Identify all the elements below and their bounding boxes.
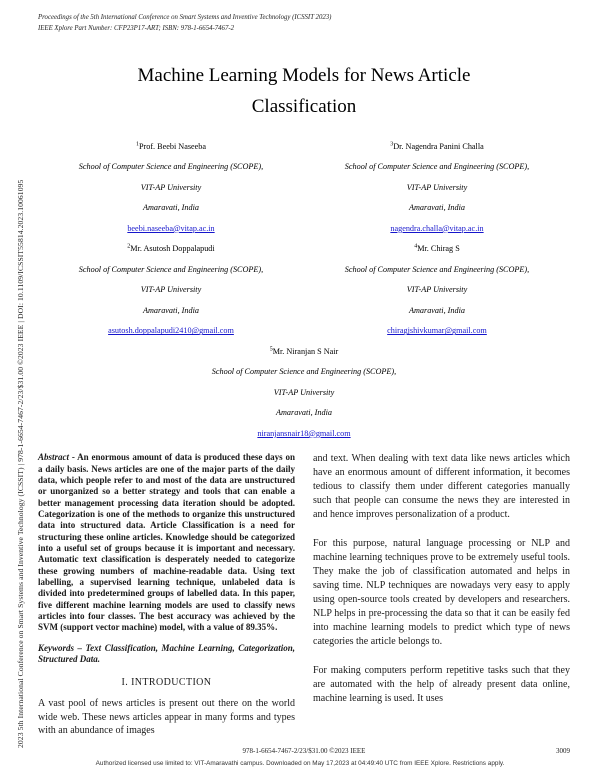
author-name: $^2$Mr. Asutosh Doppalapudi	[127, 243, 215, 254]
two-column-body	[38, 452, 570, 738]
author-email-link[interactable]: chiragjshivkumar@gmail.com	[387, 326, 487, 336]
author-email-row	[38, 321, 304, 342]
authors-section	[38, 137, 570, 445]
author-city: Amaravati, India	[143, 203, 199, 213]
author-name: $^3$Dr. Nagendra Panini Challa	[390, 141, 484, 151]
author-email-link[interactable]: nagendra.challa@vitap.ac.in	[390, 223, 484, 233]
author-dept: School of Computer Science and Engineering (SCOPE),	[344, 162, 530, 172]
section-heading-introduction: I. INTRODUCTION	[121, 676, 212, 688]
abstract-text: - An enormous amount of data is produced these days on a daily basis. News articles are one of the major parts of the daily data, which people refer to and most of the data are unstructured or unorganized so a better strategy and tools that can enable a better management processing data iteration should be adopted. Categorization is one of the methods to organize this unstructured data into structured data. Article Classification is a need for structuring these online articles. Knowledge should be categorized into a useful set of groups because it is important and necessary. Automatic text classification is desperately needed to categorize these growing numbers of machine-readable data. Using text labelling, a supervised learning technique, unlabeled data is divided into predetermined groups of labelled data. In this paper, five different machine learning models are used to classify news articles into four classes. The best accuracy was achieved by the SVM (support vector machine) model, with a value of 89.35%.	[38, 452, 295, 633]
author-block-1	[38, 137, 304, 240]
author-email-link[interactable]: beebi.naseeba@vitap.ac.in	[127, 223, 215, 233]
introduction-paragraph-left: A vast pool of news articles is present out there on the world wide web. These news articles appear in many forms and types with an abundance of images	[38, 697, 295, 737]
author-email-link[interactable]: asutosh.doppalapudi2410@gmail.com	[108, 326, 234, 336]
author-city: Amaravati, India	[276, 408, 332, 418]
right-column-paragraph-1: and text. When dealing with text data like news articles which have an enormous amount of different information, it becomes tedious to classify them under different categories manually such that people can consume the news they are interested in and hence improves personalization of a product.	[313, 453, 570, 521]
proceedings-header	[38, 13, 570, 34]
author-email-row	[304, 219, 570, 240]
author-name: $^5$Mr. Niranjan S Nair	[269, 346, 339, 356]
author-dept: School of Computer Science and Engineering (SCOPE),	[78, 264, 264, 274]
author-dept: School of Computer Science and Engineering (SCOPE),	[78, 162, 264, 172]
right-column-paragraph-3: For making computers perform repetitive tasks such that they are automated with the help of already present data online, machine learning is used. It uses	[313, 665, 570, 705]
keywords-line: Keywords – Text Classification, Machine Learning, Categorization, Structured Data.	[38, 642, 295, 665]
proceedings-header-line2: IEEE Xplore Part Number: CFP23P17-ART; ISBN: 978-1-6654-7467-2	[38, 24, 235, 32]
author-dept: School of Computer Science and Engineering (SCOPE),	[344, 264, 530, 274]
author-name: $^1$Prof. Beebi Naseeba	[135, 141, 207, 151]
author-univ: VIT-AP University	[406, 182, 468, 192]
page-number: 3009	[556, 747, 570, 755]
author-email-row	[38, 219, 304, 240]
author-block-4	[304, 239, 570, 342]
author-sup: 3	[390, 141, 394, 148]
proceedings-header-line1: Proceedings of the 5th International Conference on Smart Systems and Inventive Technology (ICSSIT 2023)	[38, 14, 332, 21]
author-univ: VIT-AP University	[140, 182, 202, 192]
author-email-row	[38, 424, 570, 445]
right-column-paragraph-2: For this purpose, natural language processing or NLP and machine learning techniques prove to be extremely useful tools. They make the job of classification automated and helps in saving time. NLP techniques are nowadays very easy to apply using open-source tools created by developers and researchers. NLP helps in pre-processing the data so that it can be easily fed into machine learning models to predict which type of news categories the article belongs to.	[313, 538, 570, 648]
author-block-3	[304, 137, 570, 240]
sidebar-rotated-citation: 2023 5th International Conference on Smart Systems and Inventive Technology (ICSSIT) | 978-1-6654-7467-2/23/$31.00 ©2023 IEEE | DOI: 10.1109/ICSSIT55814.2023.10061095	[16, 179, 25, 748]
author-name: $^4$Mr. Chirag S	[414, 243, 460, 254]
footer-row	[38, 747, 570, 755]
page-content	[38, 0, 570, 738]
right-column	[313, 452, 570, 738]
author-sup: 1	[135, 141, 139, 148]
author-dept: School of Computer Science and Engineering (SCOPE),	[211, 367, 397, 377]
author-sup: 5	[269, 346, 273, 353]
author-sup: 4	[414, 243, 418, 250]
author-city: Amaravati, India	[143, 305, 199, 315]
author-univ: VIT-AP University	[273, 387, 335, 397]
author-sup: 2	[127, 243, 131, 250]
author-univ: VIT-AP University	[140, 285, 202, 295]
abstract-paragraph	[38, 452, 295, 633]
paper-title: Machine Learning Models for News Article Classification	[137, 65, 471, 118]
license-notice: Authorized licensed use limited to: VIT-Amaravathi campus. Downloaded on May 17,2023 at 04:49:40 UTC from IEEE Xplore. Restrictions apply.	[95, 760, 505, 767]
footer-copyright: 978-1-6654-7467-2/23/$31.00 ©2023 IEEE	[242, 747, 366, 755]
author-email-link[interactable]: niranjansnair18@gmail.com	[257, 428, 351, 438]
author-univ: VIT-AP University	[406, 285, 468, 295]
abstract-label: Abstract	[38, 452, 70, 463]
author-email-row	[304, 321, 570, 342]
left-column	[38, 452, 295, 738]
author-block-2	[38, 239, 304, 342]
author-city: Amaravati, India	[409, 305, 465, 315]
author-block-5	[38, 342, 570, 445]
author-city: Amaravati, India	[409, 203, 465, 213]
